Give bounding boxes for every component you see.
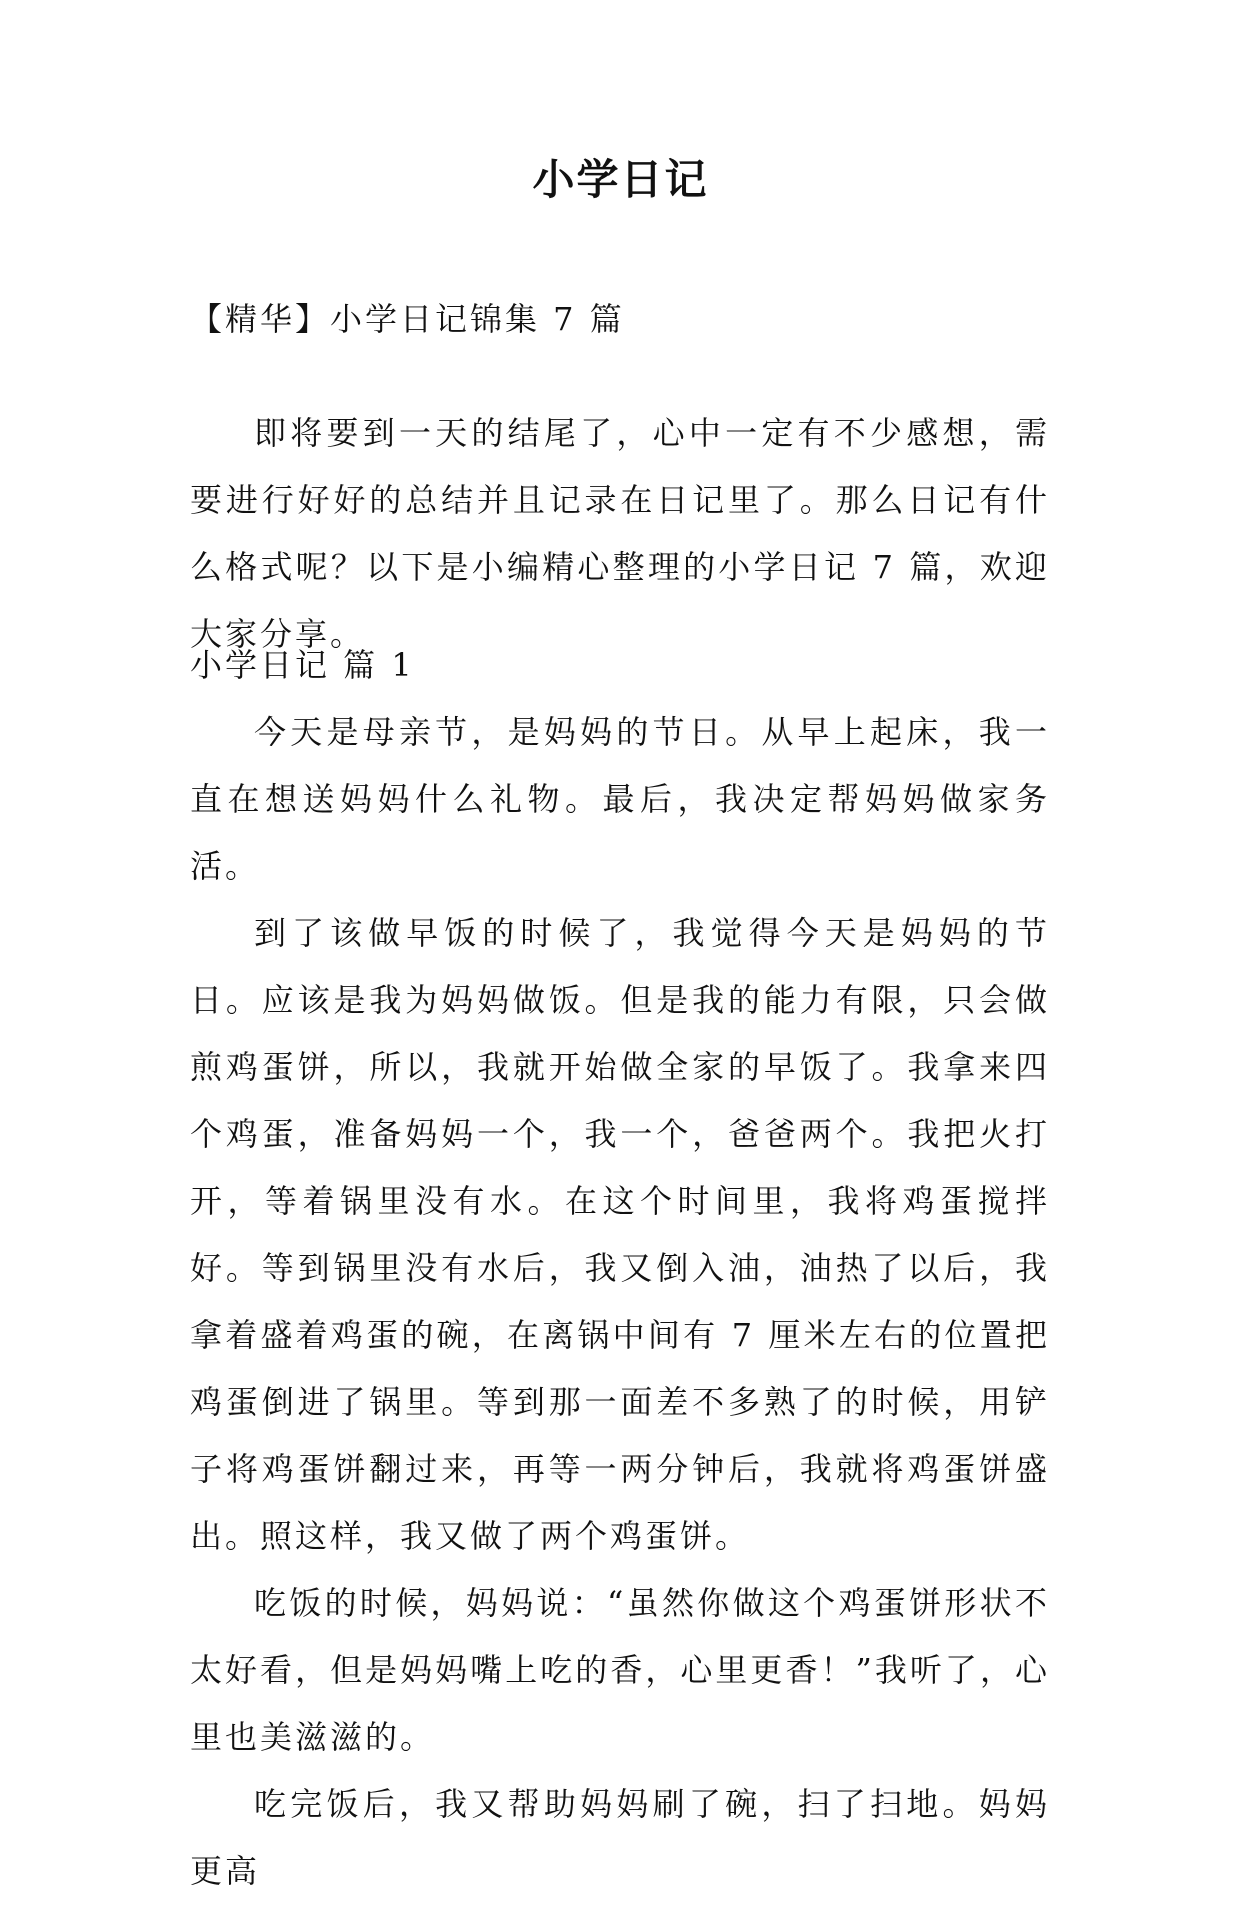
paragraph-4: 吃完饭后，我又帮助妈妈刷了碗，扫了扫地。妈妈更高 bbox=[190, 1785, 1050, 1890]
diary-section-1 bbox=[190, 632, 1050, 1905]
document-subtitle: 【精华】小学日记锦集 7 篇 bbox=[190, 300, 625, 338]
intro-block bbox=[190, 400, 1050, 668]
paragraph-3: 吃饭的时候，妈妈说：“虽然你做这个鸡蛋饼形状不太好看，但是妈妈嘴上吃的香，心里更香！”我听了，心里也美滋滋的。 bbox=[190, 1584, 1050, 1756]
intro-paragraph: 即将要到一天的结尾了，心中一定有不少感想，需要进行好好的总结并且记录在日记里了。那么日记有什么格式呢？以下是小编精心整理的小学日记 7 篇，欢迎大家分享。 bbox=[190, 414, 1050, 653]
paragraph-2: 到了该做早饭的时候了，我觉得今天是妈妈的节日。应该是我为妈妈做饭。但是我的能力有限，只会做煎鸡蛋饼，所以，我就开始做全家的早饭了。我拿来四个鸡蛋，准备妈妈一个，我一个，爸爸两个。我把火打开，等着锅里没有水。在这个时间里，我将鸡蛋搅拌好。等到锅里没有水后，我又倒入油，油热了以后，我拿着盛着鸡蛋的碗，在离锅中间有 7 厘米左右的位置把鸡蛋倒进了锅里。等到那一面差不多熟了的时候，用铲子将鸡蛋饼翻过来，再等一两分钟后，我就将鸡蛋饼盛出。照这样，我又做了两个鸡蛋饼。 bbox=[190, 914, 1050, 1555]
section-heading: 小学日记 篇 1 bbox=[190, 646, 415, 684]
document-title: 小学日记 bbox=[532, 155, 709, 204]
paragraph-1: 今天是母亲节，是妈妈的节日。从早上起床，我一直在想送妈妈什么礼物。最后，我决定帮妈妈做家务活。 bbox=[190, 713, 1050, 885]
